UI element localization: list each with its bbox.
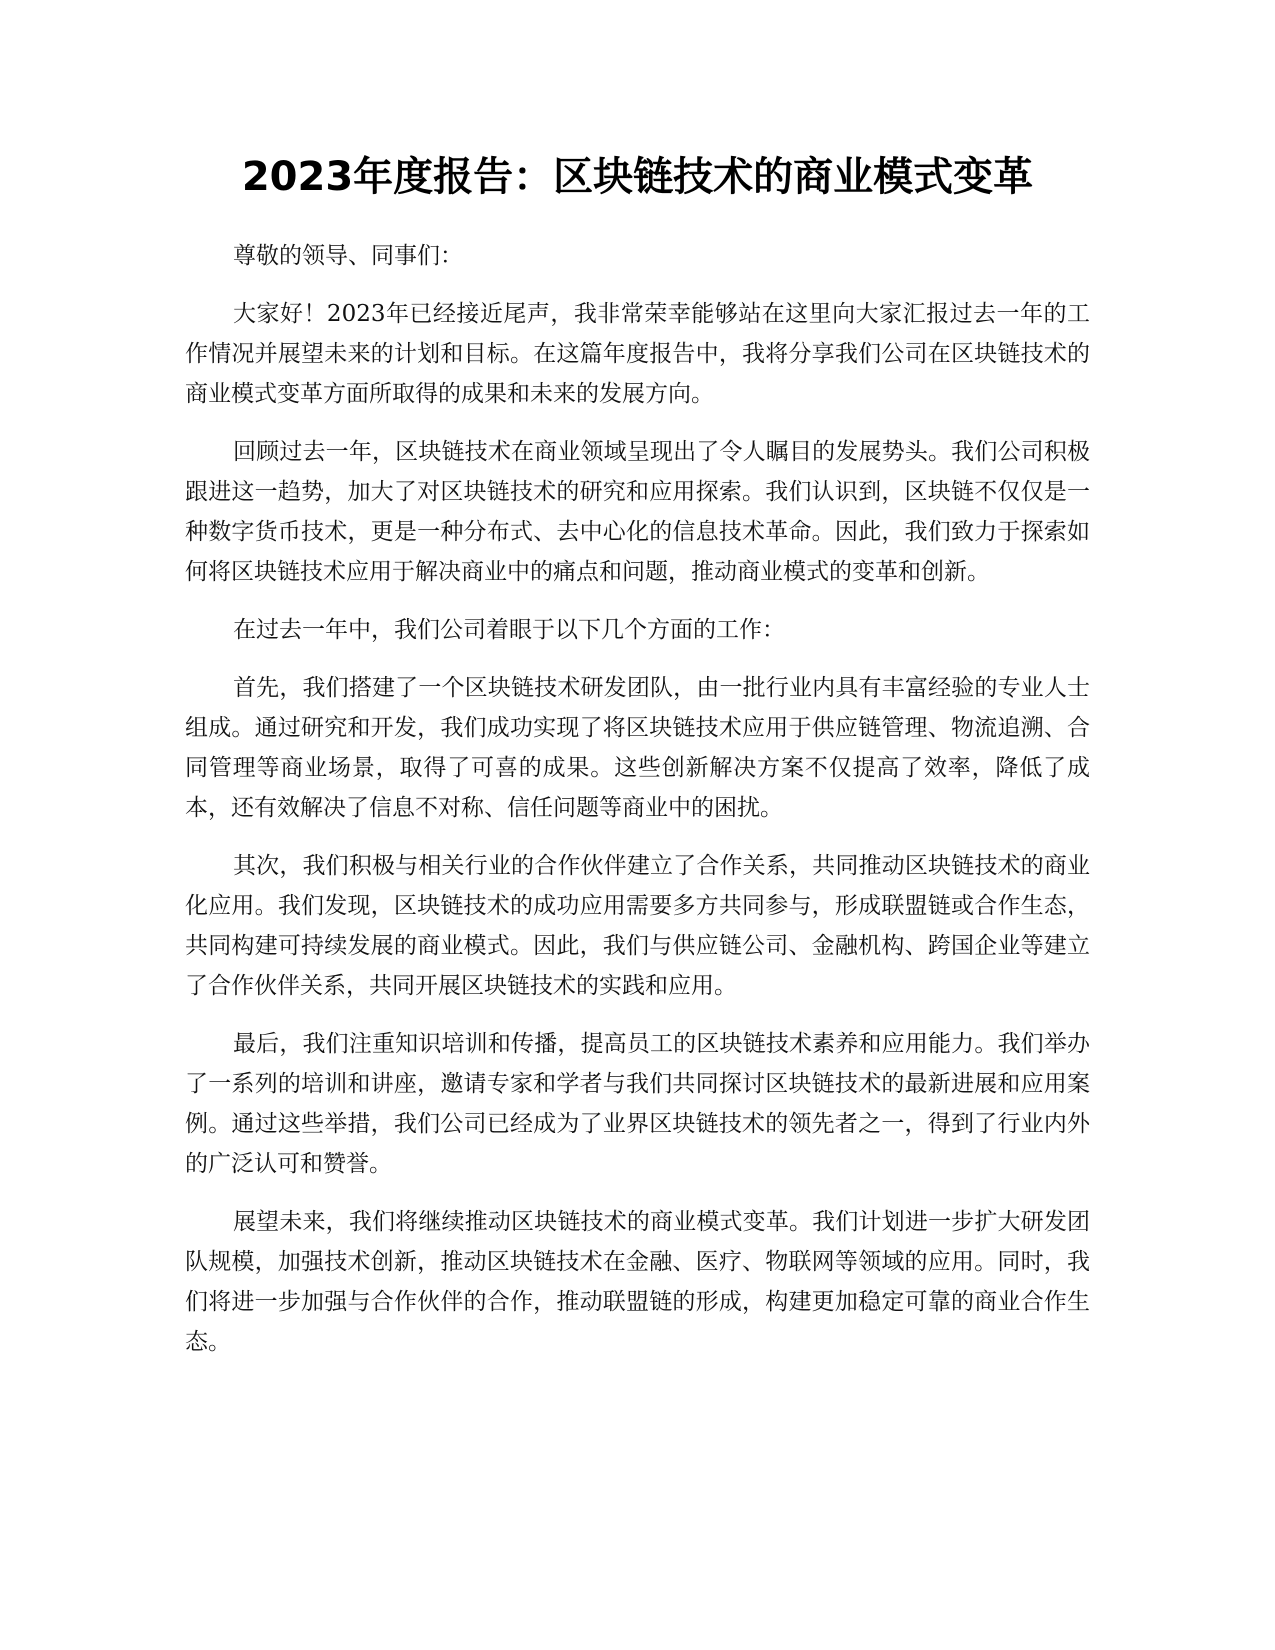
document-body [185,236,1090,1380]
first-point-paragraph: 首先，我们搭建了一个区块链技术研发团队，由一批行业内具有丰富经验的专业人士组成。通过研究和开发，我们成功实现了将区块链技术应用于供应链管理、物流追溯、合同管理等商业场景，取得了可喜的成果。这些创新解决方案不仅提高了效率，降低了成本，还有效解决了信息不对称、信任问题等商业中的困扰。 [185,675,1090,821]
last-point-paragraph: 最后，我们注重知识培训和传播，提高员工的区块链技术素养和应用能力。我们举办了一系列的培训和讲座，邀请专家和学者与我们共同探讨区块链技术的最新进展和应用案例。通过这些举措，我们公司已经成为了业界区块链技术的领先者之一，得到了行业内外的广泛认可和赞誉。 [185,1031,1090,1177]
second-point-paragraph: 其次，我们积极与相关行业的合作伙伴建立了合作关系，共同推动区块链技术的商业化应用。我们发现，区块链技术的成功应用需要多方共同参与，形成联盟链或合作生态，共同构建可持续发展的商业模式。因此，我们与供应链公司、金融机构、跨国企业等建立了合作伙伴关系，共同开展区块链技术的实践和应用。 [185,853,1090,999]
intro-paragraph: 大家好！2023年已经接近尾声，我非常荣幸能够站在这里向大家汇报过去一年的工作情况并展望未来的计划和目标。在这篇年度报告中，我将分享我们公司在区块链技术的商业模式变革方面所取得的成果和未来的发展方向。 [185,301,1090,407]
work-overview-paragraph: 在过去一年中，我们公司着眼于以下几个方面的工作： [233,617,785,643]
page-title: 2023年度报告：区块链技术的商业模式变革 [241,154,1034,200]
review-paragraph: 回顾过去一年，区块链技术在商业领域呈现出了令人瞩目的发展势头。我们公司积极跟进这一趋势，加大了对区块链技术的研究和应用探索。我们认识到，区块链不仅仅是一种数字货币技术，更是一种分布式、去中心化的信息技术革命。因此，我们致力于探索如何将区块链技术应用于解决商业中的痛点和问题，推动商业模式的变革和创新。 [185,439,1090,585]
salutation-paragraph: 尊敬的领导、同事们： [233,243,463,269]
outlook-paragraph: 展望未来，我们将继续推动区块链技术的商业模式变革。我们计划进一步扩大研发团队规模，加强技术创新，推动区块链技术在金融、医疗、物联网等领域的应用。同时，我们将进一步加强与合作伙伴的合作，推动联盟链的形成，构建更加稳定可靠的商业合作生态。 [185,1209,1090,1355]
